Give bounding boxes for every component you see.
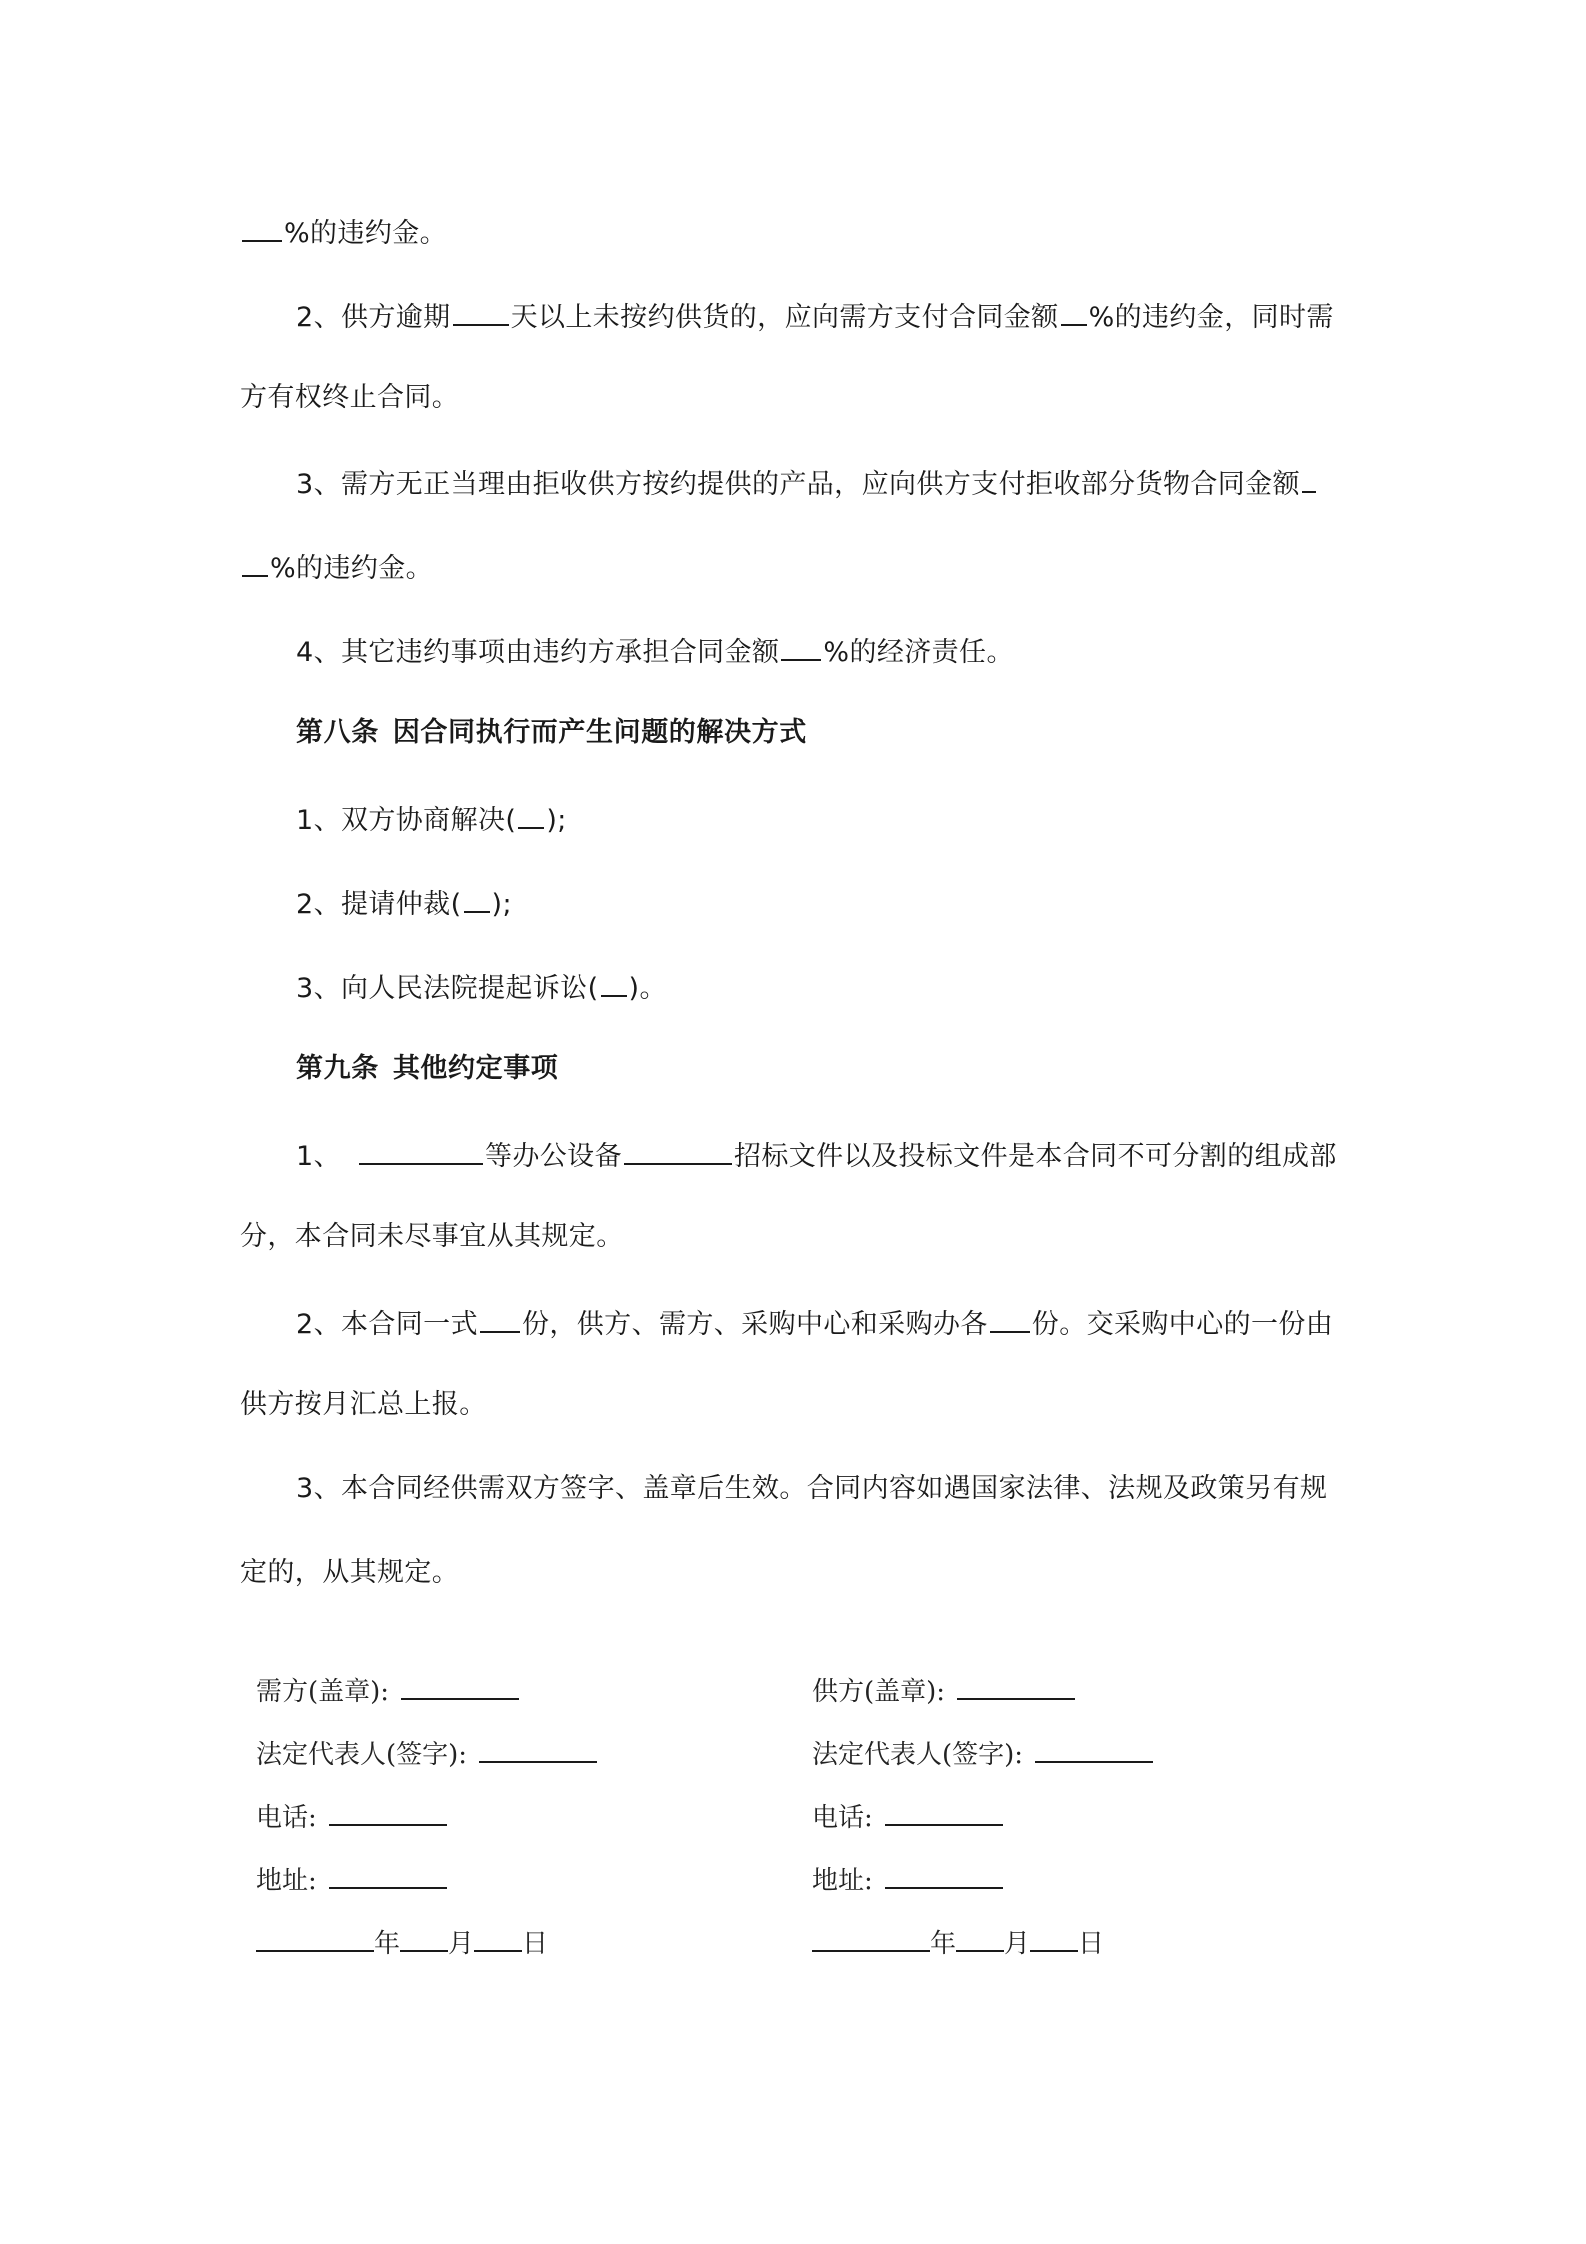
blank-field (1061, 294, 1087, 326)
paragraph-art7-item2-cont: 方有权终止合同。 (240, 382, 460, 413)
signature-field (329, 1796, 447, 1826)
blank-field (359, 1133, 483, 1165)
blank-field (453, 294, 509, 326)
blank-field (242, 545, 268, 577)
signature-field (885, 1796, 1003, 1826)
year-field (812, 1922, 930, 1952)
signature-field (885, 1859, 1003, 1889)
art9-item1: 1、 等办公设备 招标文件以及投标文件是本合同不可分割的组成部 (296, 1133, 1337, 1173)
art9-item1-cont: 分，本合同未尽事宜从其规定。 (240, 1221, 624, 1252)
buyer-address-line: 地址: (256, 1859, 447, 1895)
month-field (956, 1922, 1004, 1952)
blank-field (518, 797, 544, 829)
blank-field (624, 1133, 732, 1165)
signature-field (401, 1670, 519, 1700)
signature-field (329, 1859, 447, 1889)
art9-item3: 3、本合同经供需双方签字、盖章后生效。合同内容如遇国家法律、法规及政策另有规 (296, 1473, 1328, 1504)
article-8-heading: 第八条 因合同执行而产生问题的解决方式 (296, 717, 807, 748)
article-9-heading: 第九条 其他约定事项 (296, 1053, 559, 1084)
month-field (400, 1922, 448, 1952)
year-field (256, 1922, 374, 1952)
supplier-representative-line: 法定代表人(签字): (812, 1733, 1153, 1769)
blank-field (1302, 461, 1316, 493)
buyer-seal-line: 需方(盖章): (256, 1670, 519, 1706)
blank-field (781, 629, 821, 661)
supplier-seal-line: 供方(盖章): (812, 1670, 1075, 1706)
art9-item2-cont: 供方按月汇总上报。 (240, 1389, 487, 1420)
supplier-date-line: 年 月 日 (812, 1922, 1104, 1958)
day-field (474, 1922, 522, 1952)
supplier-phone-line: 电话: (812, 1796, 1003, 1832)
signature-field (957, 1670, 1075, 1700)
paragraph-art7-item3: 3、需方无正当理由拒收供方按约提供的产品，应向供方支付拒收部分货物合同金额 (296, 461, 1318, 501)
art8-item2: 2、提请仲裁( ); (296, 881, 512, 921)
paragraph-art7-item3-cont: %的违约金。 (240, 545, 433, 585)
blank-field (990, 1301, 1030, 1333)
paragraph-art7-item2: 2、供方逾期 天以上未按约供货的，应向需方支付合同金额 %的违约金，同时需 (296, 294, 1334, 334)
paragraph-art7-item4: 4、其它违约事项由违约方承担合同金额 %的经济责任。 (296, 629, 1014, 669)
blank-field (242, 210, 282, 242)
blank-field (601, 965, 627, 997)
art9-item2: 2、本合同一式 份，供方、需方、采购中心和采购办各 份。交采购中心的一份由 (296, 1301, 1333, 1341)
buyer-representative-line: 法定代表人(签字): (256, 1733, 597, 1769)
blank-field (464, 881, 490, 913)
buyer-date-line: 年 月 日 (256, 1922, 548, 1958)
day-field (1030, 1922, 1078, 1952)
art9-item3-cont: 定的，从其规定。 (240, 1557, 460, 1588)
paragraph-penalty-tail: %的违约金。 (240, 210, 447, 250)
supplier-address-line: 地址: (812, 1859, 1003, 1895)
buyer-phone-line: 电话: (256, 1796, 447, 1832)
signature-field (1035, 1733, 1153, 1763)
art8-item3: 3、向人民法院提起诉讼( )。 (296, 965, 667, 1005)
signature-field (479, 1733, 597, 1763)
blank-field (480, 1301, 520, 1333)
art8-item1: 1、双方协商解决( ); (296, 797, 567, 837)
